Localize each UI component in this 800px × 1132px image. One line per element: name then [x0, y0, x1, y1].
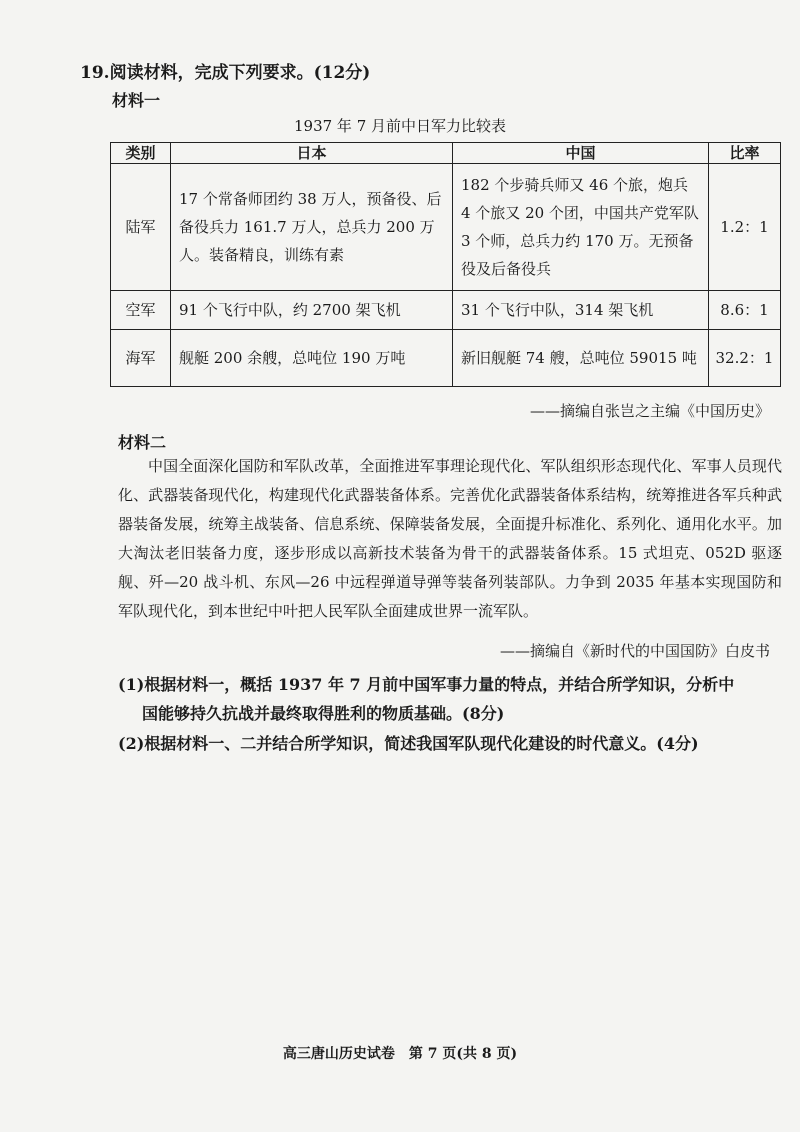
question-title: 19.阅读材料，完成下列要求。(12分) — [80, 63, 371, 83]
header-japan: 日本 — [171, 143, 453, 164]
material-two-label: 材料二 — [118, 433, 167, 452]
subquestion-1-line2: 国能够持久抗战并最终取得胜利的物质基础。(8分) — [142, 704, 505, 723]
material-one-label: 材料一 — [112, 91, 161, 110]
header-china: 中国 — [453, 143, 709, 164]
table-header-row — [111, 143, 781, 164]
japan-cell: 舰艇 200 余艘，总吨位 190 万吨 — [171, 330, 453, 387]
category-cell: 陆军 — [111, 164, 171, 291]
ratio-cell: 32.2：1 — [709, 330, 781, 387]
ratio-cell: 1.2：1 — [709, 164, 781, 291]
table-row-airforce — [111, 291, 781, 330]
table-title: 1937 年 7 月前中日军力比较表 — [293, 117, 507, 135]
china-cell: 新旧舰艇 74 艘，总吨位 59015 吨 — [453, 330, 709, 387]
subquestion-1-line1: (1)根据材料一，概括 1937 年 7 月前中国军事力量的特点，并结合所学知识，分析中 — [118, 675, 735, 694]
category-cell: 空军 — [111, 291, 171, 330]
subquestion-1 — [118, 670, 782, 728]
table-row-navy — [111, 330, 781, 387]
material-two-source: ——摘编自《新时代的中国国防》白皮书 — [499, 642, 770, 660]
header-ratio: 比率 — [709, 143, 781, 164]
category-cell: 海军 — [111, 330, 171, 387]
table-row-army — [111, 164, 781, 291]
material-one-source: ——摘编自张岂之主编《中国历史》 — [529, 402, 770, 420]
page-footer: 高三唐山历史试卷 第 7 页(共 8 页) — [282, 1046, 518, 1062]
china-cell: 182 个步骑兵师又 46 个旅，炮兵 4 个旅又 20 个团，中国共产党军队 3 个师，总兵力约 170 万。无预备役及后备役兵 — [453, 164, 709, 291]
china-cell: 31 个飞行中队，314 架飞机 — [453, 291, 709, 330]
header-category: 类别 — [111, 143, 171, 164]
japan-cell: 17 个常备师团约 38 万人，预备役、后备役兵力 161.7 万人，总兵力 200 万人。装备精良，训练有素 — [171, 164, 453, 291]
material-two-paragraph: 中国全面深化国防和军队改革，全面推进军事理论现代化、军队组织形态现代化、军事人员现代化、武器装备现代化，构建现代化武器装备体系。完善优化武器装备体系结构，统筹推进各军兵种武器装备发展，统筹主战装备、信息系统、保障装备发展，全面提升标准化、系列化、通用化水平。加大淘汰老旧装备力度，逐步形成以高新技术装备为骨干的武器装备体系。15 式坦克、052D 驱逐舰、歼—20 战斗机、东风—26 中远程弹道导弹等装备列装部队。力争到 2035 年基本实现国防和军队现代化，到本世纪中叶把人民军队全面建成世界一流军队。 — [118, 457, 782, 620]
military-comparison-table — [110, 142, 781, 387]
subquestion-2: (2)根据材料一、二并结合所学知识，简述我国军队现代化建设的时代意义。(4分) — [118, 734, 699, 753]
ratio-cell: 8.6：1 — [709, 291, 781, 330]
japan-cell: 91 个飞行中队，约 2700 架飞机 — [171, 291, 453, 330]
